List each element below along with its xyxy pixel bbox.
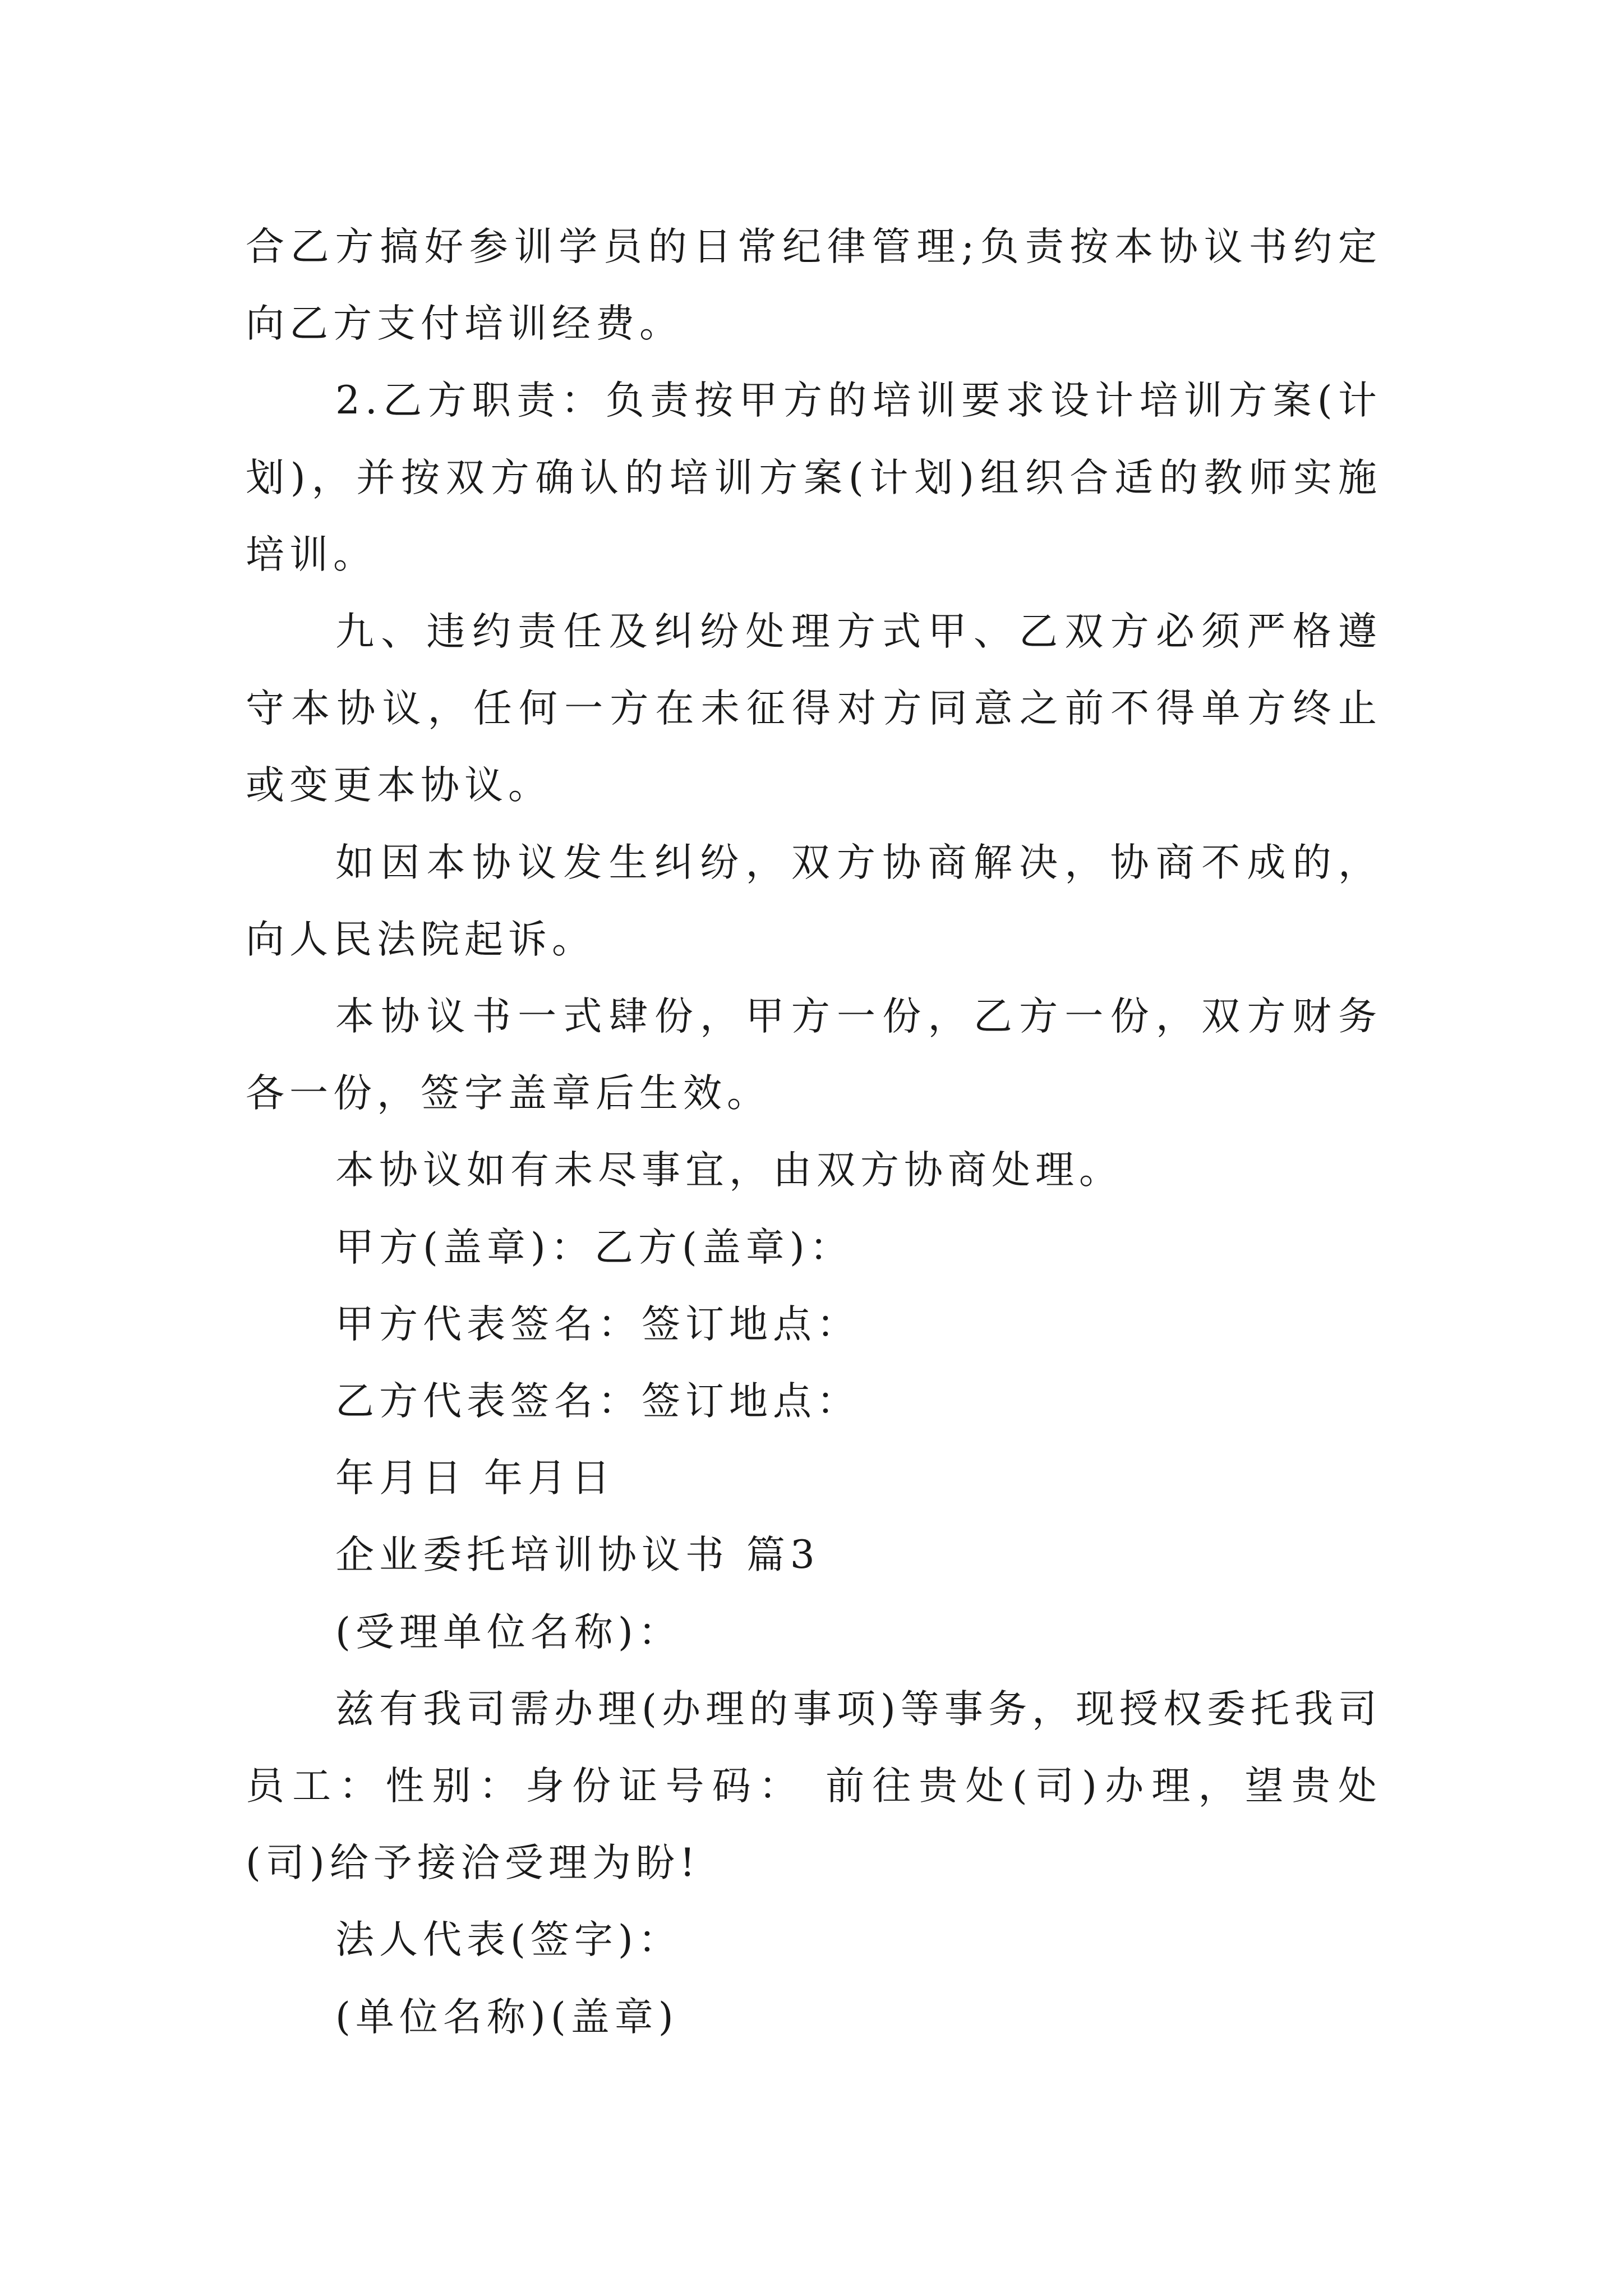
signature-date-line: 年月日 年月日	[335, 1456, 615, 1501]
paragraph-breach-liability: 九、违约责任及纠纷处理方式甲、乙双方必须严格遵守本协议，任何一方在未征得对方同意之前不得单方终止或变更本协议。	[246, 609, 1382, 808]
paragraph-party-b-duties: 2.乙方职责：负责按甲方的培训要求设计培训方案(计划)，并按双方确认的培训方案(计划)组织合适的教师实施培训。	[246, 378, 1382, 577]
paragraph-authorization: 兹有我司需办理(办理的事项)等事务，现授权委托我司员工：性别：身份证号码： 前往贵处(司)办理，望贵处(司)给予接洽受理为盼!	[246, 1686, 1382, 1886]
paragraph-unresolved-matters: 本协议如有未尽事宜，由双方协商处理。	[335, 1148, 1123, 1193]
paragraph-dispute-resolution: 如因本协议发生纠纷，双方协商解决，协商不成的，向人民法院起诉。	[246, 840, 1382, 962]
document-page	[246, 209, 1382, 2056]
organization-seal-line: (单位名称)(盖章)	[335, 1994, 679, 2040]
signature-party-b-representative: 乙方代表签名：签订地点：	[335, 1379, 860, 1424]
signature-party-a-representative: 甲方代表签名：签订地点：	[335, 1301, 860, 1347]
section-heading-part-3: 企业委托培训协议书 篇3	[335, 1533, 820, 1578]
paragraph-continuation-party-a-duties: 合乙方搞好参训学员的日常纪律管理;负责按本协议书约定向乙方支付培训经费。	[246, 224, 1382, 347]
legal-representative-signature: 法人代表(签字)：	[335, 1917, 682, 1963]
paragraph-copies-effect: 本协议书一式肆份，甲方一份，乙方一份，双方财务各一份，签字盖章后生效。	[246, 994, 1382, 1116]
signature-seal-line: 甲方(盖章)：乙方(盖章)：	[335, 1225, 854, 1270]
addressee-line: (受理单位名称)：	[335, 1609, 682, 1655]
